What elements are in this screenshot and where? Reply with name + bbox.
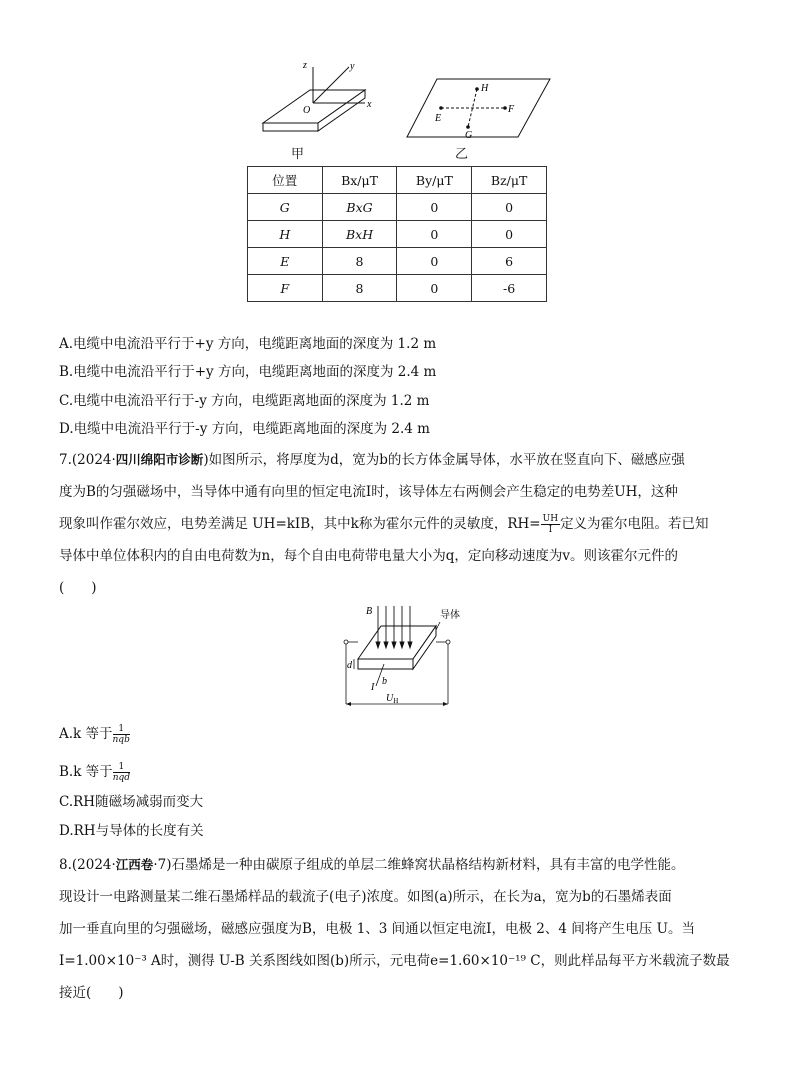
figure-hall — [336, 604, 460, 714]
q7-number: 7.(2024· — [59, 452, 116, 468]
axis-z-label: z — [303, 60, 307, 71]
q8-line1-text: ·7)石墨烯是一种由碳原子组成的单层二维蜂窝状晶格结构新材料，具有丰富的电学性能。 — [153, 857, 685, 873]
table-header: Bx/μT — [322, 167, 397, 194]
b-field-label: B — [366, 606, 373, 617]
q7-option-d: D.RH与导体的长度有关 — [59, 823, 204, 839]
q7-line4: 导体中单位体积内的自由电荷数为n，每个自由电荷带电量大小为q，定向移动速度为v。则该霍尔元件的 — [59, 548, 678, 564]
point-H-label: H — [481, 83, 489, 94]
table-cell: -6 — [472, 275, 547, 302]
table-cell: H — [248, 221, 323, 248]
figure-jia — [255, 55, 380, 140]
table-cell: 0 — [472, 221, 547, 248]
table-header: By/μT — [397, 167, 472, 194]
table-row — [248, 194, 547, 221]
q8-line2: 现设计一电路测量某二维石墨烯样品的载流子(电子)浓度。如图(a)所示，在长为a，宽为b的石墨烯表面 — [59, 889, 672, 905]
thickness-d-label: d — [347, 660, 352, 671]
table-cell: 0 — [397, 194, 472, 221]
voltage-symbol: U — [386, 693, 394, 704]
table-cell: 0 — [472, 194, 547, 221]
table-row — [248, 275, 547, 302]
q6-option-c: C.电缆中电流沿平行于-y 方向，电缆距离地面的深度为 1.2 m — [59, 393, 430, 409]
table-cell: 0 — [397, 248, 472, 275]
figure-yi-caption: 乙 — [455, 147, 469, 162]
q8-line3: 加一垂直向里的匀强磁场，磁感应强度为B，电极 1、3 间通以恒定电流I，电极 2、4 间将产生电压 U。当 — [59, 921, 695, 937]
table-cell: 6 — [472, 248, 547, 275]
table-header: Bz/μT — [472, 167, 547, 194]
q7-option-b — [59, 762, 130, 783]
origin-label: O — [303, 105, 311, 116]
current-label: I — [371, 682, 375, 693]
q7-source-close: ) — [203, 452, 209, 468]
q7-line2: 度为B的匀强磁场中，当导体中通有向里的恒定电流I时，该导体左右两侧会产生稳定的电势差UH，这种 — [59, 484, 678, 500]
q7-option-c: C.RH随磁场减弱而变大 — [59, 794, 204, 810]
voltage-label — [386, 693, 398, 705]
q7-option-b-fraction — [113, 762, 130, 783]
table-header: 位置 — [248, 167, 323, 194]
q7-stem — [59, 444, 739, 604]
q7-line1-text: 如图所示，将厚度为d，宽为b的长方体金属导体，水平放在竖直向下、磁感应强 — [208, 452, 685, 468]
conductor-label: 导体 — [440, 610, 460, 621]
q7-option-b-text: B.k 等于 — [59, 764, 113, 780]
figure-yi — [405, 75, 555, 145]
point-G-label: G — [465, 130, 473, 141]
table-cell: 8 — [322, 248, 397, 275]
hall-resistance-fraction — [541, 514, 560, 535]
table-cell: 8 — [322, 275, 397, 302]
table-cell: 0 — [397, 221, 472, 248]
table-cell: G — [248, 194, 323, 221]
point-F-label: F — [508, 104, 515, 115]
table-cell: BxH — [322, 221, 397, 248]
axis-y-label: y — [350, 61, 355, 72]
fraction-numerator: 1 — [113, 762, 130, 773]
table-cell: BxG — [322, 194, 397, 221]
q8-stem — [59, 849, 739, 1009]
voltage-subscript: H — [393, 697, 399, 705]
figure-hall-drawing — [336, 604, 460, 714]
q7-line3a: 现象叫作霍尔效应，电势差满足 UH=kIB，其中k称为霍尔元件的灵敏度，RH= — [59, 516, 541, 532]
table-cell: F — [248, 275, 323, 302]
q7-source: 四川绵阳市诊断 — [115, 452, 204, 467]
table-row — [248, 248, 547, 275]
q6-option-b: B.电缆中电流沿平行于+y 方向，电缆距离地面的深度为 2.4 m — [59, 364, 437, 380]
figure-yi-drawing — [405, 75, 555, 145]
fraction-numerator: 1 — [113, 724, 130, 735]
q7-line3b: 定义为霍尔电阻。若已知 — [560, 516, 709, 532]
width-b-label: b — [382, 676, 387, 687]
field-table — [247, 166, 547, 302]
q8-source: 江西卷 — [115, 857, 154, 872]
q7-paren: ( ) — [59, 580, 97, 596]
figure-jia-caption: 甲 — [291, 147, 305, 162]
table-cell: 0 — [397, 275, 472, 302]
q6-option-d: D.电缆中电流沿平行于-y 方向，电缆距离地面的深度为 2.4 m — [59, 421, 430, 437]
table-cell: E — [248, 248, 323, 275]
fraction-denominator: I — [548, 525, 553, 535]
q8-line1 — [59, 849, 739, 881]
fraction-denominator: nqb — [112, 735, 130, 745]
q7-option-a — [59, 724, 130, 745]
fraction-denominator: nqd — [112, 773, 131, 783]
q7-line1 — [59, 444, 739, 476]
table-row — [248, 221, 547, 248]
q8-number: 8.(2024· — [59, 857, 116, 873]
axis-x-label: x — [367, 99, 372, 110]
point-E-label: E — [435, 113, 442, 124]
table-header-row — [248, 167, 547, 194]
figure-jia-drawing — [255, 55, 380, 140]
q7-option-a-text: A.k 等于 — [59, 726, 113, 742]
q6-option-a: A.电缆中电流沿平行于+y 方向，电缆距离地面的深度为 1.2 m — [59, 336, 437, 352]
q7-option-a-fraction — [113, 724, 130, 745]
fraction-numerator: UH — [542, 514, 559, 524]
q7-line3 — [59, 508, 739, 540]
q8-line5: 接近( ) — [59, 985, 124, 1001]
q8-line4: I=1.00×10⁻³ A时，测得 U-B 关系图线如图(b)所示，元电荷e=1.60×10⁻¹⁹ C，则此样品每平方米载流子数最 — [59, 953, 730, 969]
